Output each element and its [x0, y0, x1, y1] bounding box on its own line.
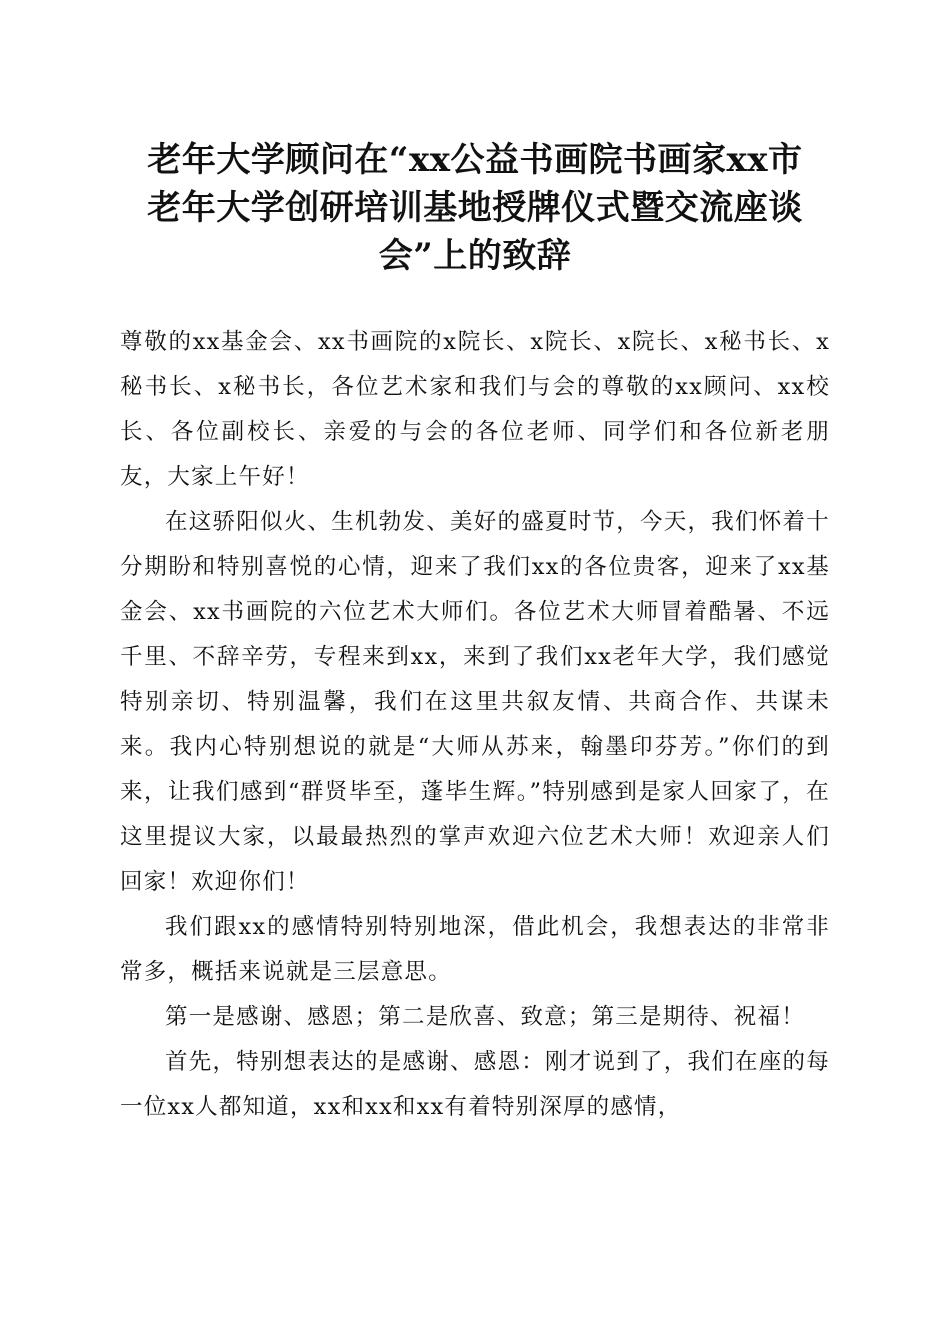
title-line-1: 老年大学顾问在“xx公益书画院书画家xx市	[147, 140, 803, 180]
paragraph-gratitude: 首先，特别想表达的是感谢、感恩：刚才说到了，我们在座的每一位xx人都知道，xx和xx和xx有着特别深厚的感情，	[120, 1049, 830, 1120]
paragraph-three-points: 第一是感谢、感恩；第二是欣喜、致意；第三是期待、祝福！	[165, 1004, 805, 1030]
paragraph-welcome: 在这骄阳似火、生机勃发、美好的盛夏时节，今天，我们怀着十分期盼和特别喜悦的心情，迎来了我们xx的各位贵客，迎来了xx基金会、xx书画院的六位艺术大师们。各位艺术大师冒着酷暑、不远千里、不辞辛劳，专程来到xx，来到了我们xx老年大学，我们感觉特别亲切、特别温馨，我们在这里共叙友情、共商合作、共谋未来。我内心特别想说的就是“大师从苏来，翰墨印芬芳。”你们的到来，让我们感到“群贤毕至，蓬毕生辉。”特别感到是家人回家了，在这里提议大家，以最最热烈的掌声欢迎六位艺术大师！欢迎亲人们回家！欢迎你们！	[120, 509, 830, 895]
title-line-3: 会”上的致辞	[378, 236, 572, 276]
paragraph-salutation: 尊敬的xx基金会、xx书画院的x院长、x院长、x院长、x秘书长、x秘书长、x秘书长，各位艺术家和我们与会的尊敬的xx顾问、xx校长、各位副校长、亲爱的与会的各位老师、同学们和各位新老朋友，大家上午好！	[120, 329, 830, 490]
document-body	[120, 320, 830, 1130]
paragraph-overview: 我们跟xx的感情特别特别地深，借此机会，我想表达的非常非常多，概括来说就是三层意思。	[120, 914, 830, 985]
document-title	[110, 136, 840, 280]
title-line-2: 老年大学创研培训基地授牌仪式暨交流座谈	[147, 188, 803, 228]
